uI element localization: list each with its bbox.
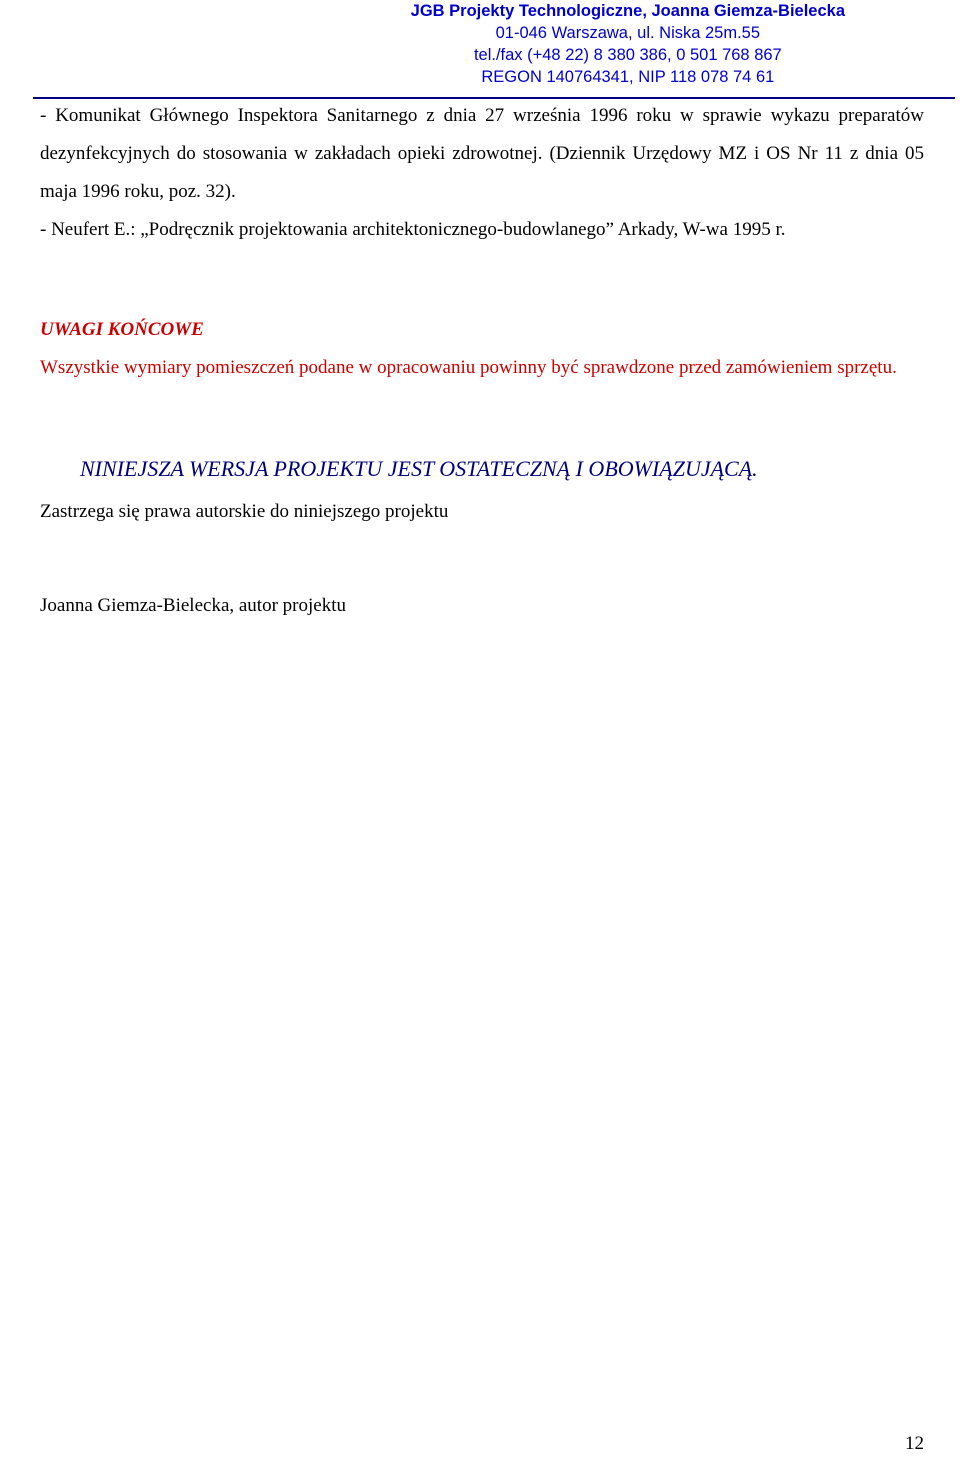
- author-signature: Joanna Giemza-Bielecka, autor projektu: [40, 595, 346, 616]
- header-address: 01-046 Warszawa, ul. Niska 25m.55: [495, 24, 761, 42]
- reference-item-sanitary-notice: - Komunikat Głównego Inspektora Sanitarnego z dnia 27 września 1996 roku w sprawie wykazu preparatów dezynfekcyjnych do stosowania w zakładach opieki zdrowotnej. (Dziennik Urzędowy MZ i OS Nr 11 z dnia 05 maja 1996 roku, poz. 32).: [40, 105, 924, 202]
- final-version-notice: NINIEJSZA WERSJA PROJEKTU JEST OSTATECZNĄ I OBOWIĄZUJĄCĄ.: [80, 456, 758, 481]
- page-number: 12: [905, 1433, 924, 1454]
- references-list: [40, 97, 924, 249]
- remarks-heading: UWAGI KOŃCOWE: [40, 319, 204, 340]
- header-registry: REGON 140764341, NIP 118 078 74 61: [481, 68, 775, 86]
- copyright-notice: Zastrzega się prawa autorskie do niniejszego projektu: [40, 501, 449, 522]
- remarks-text: Wszystkie wymiary pomieszczeń podane w opracowaniu powinny być sprawdzone przed zamówieniem sprzętu.: [40, 357, 897, 378]
- header-phone: tel./fax (+48 22) 8 380 386, 0 501 768 867: [473, 46, 782, 64]
- reference-item-neufert: - Neufert E.: „Podręcznik projektowania architektonicznego-budowlanego” Arkady, W-wa 1995 r.: [40, 219, 786, 240]
- header-company-name: JGB Projekty Technologiczne, Joanna Giemza-Bielecka: [410, 2, 845, 20]
- page-header: [411, 0, 845, 88]
